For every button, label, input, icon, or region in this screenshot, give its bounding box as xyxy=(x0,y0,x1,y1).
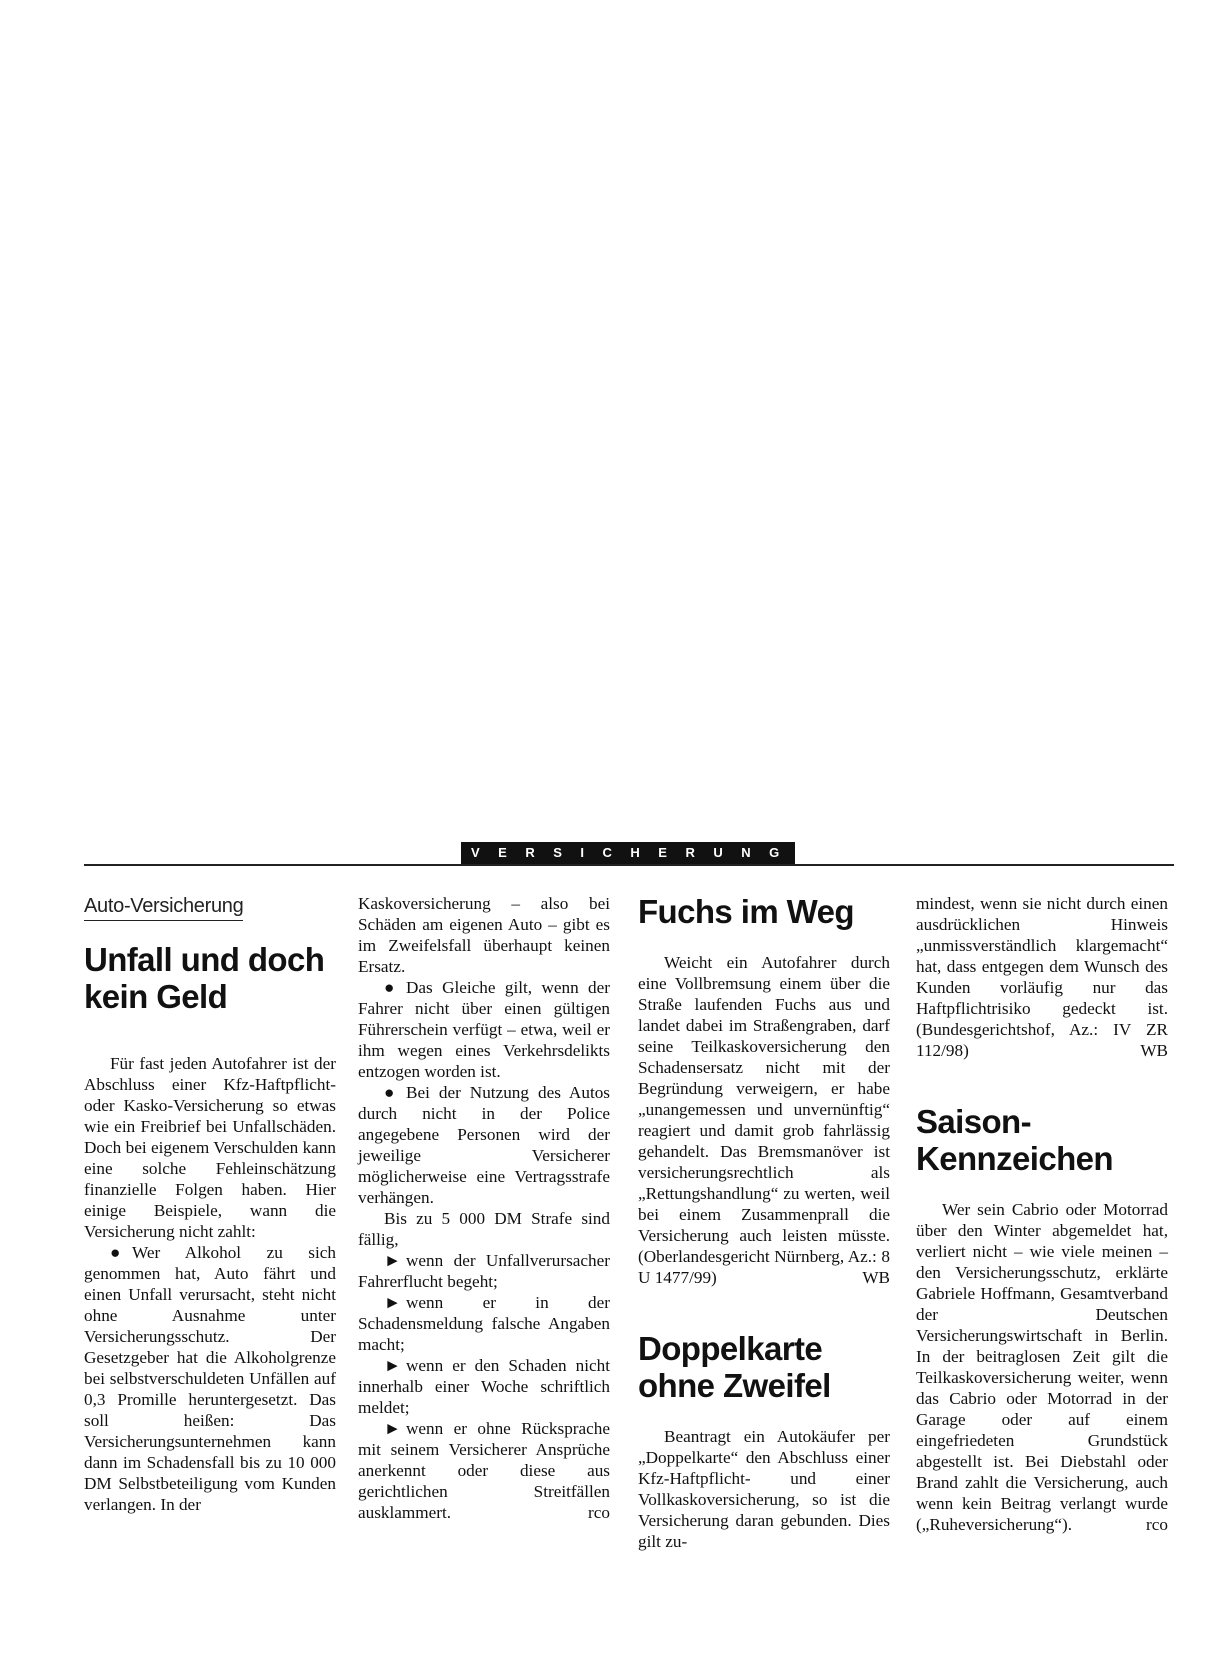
article-column-3 xyxy=(638,893,890,1552)
article-headline: Unfall und doch kein Geld xyxy=(84,941,325,1015)
article-column-4 xyxy=(916,893,1168,1535)
article-continuation: Kaskoversicherung – also bei Schäden am eigenen Auto – gibt es im Zweifelsfall überhaupt keinen Ersatz. xyxy=(358,894,610,976)
article-body-doppelkarte: Beantragt ein Autokäufer per „Doppelkarte“ den Abschluss einer Kfz-Haftpflicht- und einer Vollkaskoversicherung, so ist die Versicherung daran gebunden. Dies gilt zu- xyxy=(638,1427,890,1551)
arrow-right-icon: ► xyxy=(384,1419,402,1438)
author-signature: WB xyxy=(1140,1041,1168,1060)
arrow-text: wenn er in der Schadensmeldung falsche Angaben macht; xyxy=(358,1293,610,1354)
article-headline-doppelkarte: Doppelkarte ohne Zweifel xyxy=(638,1330,831,1404)
bullet-text: Das Gleiche gilt, wenn der Fahrer nicht über einen gültigen Führerschein verfügt – etwa, weil er ihm wegen eines Verkehrsdelikts entzogen worden ist. xyxy=(358,978,610,1081)
arrow-text: wenn er den Schaden nicht innerhalb einer Woche schriftlich meldet; xyxy=(358,1356,610,1417)
section-rule xyxy=(84,864,1174,866)
arrow-item xyxy=(358,1418,610,1523)
bullet-item-persons xyxy=(358,1082,610,1208)
arrow-item xyxy=(358,1292,610,1355)
bullet-text: Wer Alkohol zu sich genommen hat, Auto fährt und einen Unfall verursacht, steht nicht ohne Ausnahme unter Versicherungsschutz. Der Gesetzgeber hat die Alkoholgrenze bei selbstverschuldeten Unfällen auf 0,3 Promille heruntergesetzt. Das soll heißen: Das Versicherungsunternehmen kann dann im Schadensfall bis zu 10 000 DM Selbstbeteiligung vom Kunden verlangen. In der xyxy=(84,1243,336,1514)
article-body-fuchs xyxy=(638,952,890,1288)
bullet-icon: ● xyxy=(384,1083,395,1102)
author-signature: WB xyxy=(862,1268,890,1287)
arrow-text: wenn der Unfallverursacher Fahrerflucht begeht; xyxy=(358,1251,610,1291)
article-headline-fuchs: Fuchs im Weg xyxy=(638,893,854,930)
arrow-item xyxy=(358,1355,610,1418)
bullet-icon: ● xyxy=(384,978,395,997)
arrow-right-icon: ► xyxy=(384,1356,402,1375)
article-body-saison xyxy=(916,1199,1168,1535)
author-signature: rco xyxy=(1146,1515,1168,1534)
author-signature: rco xyxy=(588,1503,610,1522)
article-text: mindest, wenn sie nicht durch einen ausdrücklichen Hinweis „unmissverständlich klargemacht“ hat, dass entgegen dem Wunsch des Kunden vorläufig nur das Haftpflichtrisiko gedeckt ist. (Bundesgerichtshof, Az.: IV ZR 112/98) xyxy=(916,894,1168,1060)
penalty-intro: Bis zu 5 000 DM Strafe sind fällig, xyxy=(358,1209,610,1249)
article-continuation xyxy=(916,893,1168,1061)
article-text: Weicht ein Autofahrer durch eine Vollbremsung einem über die Straße laufenden Fuchs aus und landet dabei im Straßengraben, darf seine Teilkaskoversicherung den Schadensersatz nicht mit der Begründung verweigern, er habe „unangemessen und unvernünftig“ reagiert und damit grob fahrlässig gehandelt. Das Bremsmanöver ist versicherungsrechtlich als „Rettungshandlung“ zu werten, weil bei einem Zusammenprall die Versicherung auch leisten müsste. (Oberlandesgericht Nürnberg, Az.: 8 U 1477/99) xyxy=(638,953,890,1287)
bullet-text: Bei der Nutzung des Autos durch nicht in der Police angegebene Personen wird der jeweilige Versicherer möglicherweise eine Vertragsstrafe verhängen. xyxy=(358,1083,610,1207)
arrow-right-icon: ► xyxy=(384,1293,402,1312)
article-kicker: Auto-Versicherung xyxy=(84,893,243,921)
article-intro: Für fast jeden Autofahrer ist der Abschluss einer Kfz-Haftpflicht- oder Kasko-Versicherung so etwas wie ein Freibrief bei Unfallschäden. Doch bei eigenem Verschulden kann eine solche Fehleinschätzung finanzielle Folgen haben. Hier einige Beispiele, wann die Versicherung nicht zahlt: xyxy=(84,1054,336,1241)
bullet-icon: ● xyxy=(110,1243,121,1262)
arrow-right-icon: ► xyxy=(384,1251,402,1270)
article-column-2 xyxy=(358,893,610,1523)
article-headline-saison: Saison-Kennzeichen xyxy=(916,1103,1113,1177)
arrow-text: wenn er ohne Rücksprache mit seinem Versicherer Ansprüche anerkennt oder diese aus gerichtlichen Streitfällen ausklammert. xyxy=(358,1419,610,1522)
article-column-1 xyxy=(84,893,336,1515)
bullet-item-alcohol xyxy=(84,1242,336,1515)
article-text: Wer sein Cabrio oder Motorrad über den Winter abgemeldet hat, verliert nicht – wie viele meinen – den Versicherungsschutz, erklärte Gabriele Hoffmann, Gesamtverband der Deutschen Versicherungswirtschaft in Berlin. In der beitraglosen Zeit gilt die Teilkaskoversicherung weiter, wenn das Cabrio oder Motorrad in der Garage oder auf einem eingefriedeten Grundstück abgestellt ist. Bei Diebstahl oder Brand zahlt die Versicherung, auch wenn kein Beitrag verlangt wurde („Ruheversicherung“). xyxy=(916,1200,1168,1534)
arrow-item xyxy=(358,1250,610,1292)
bullet-item-license xyxy=(358,977,610,1082)
section-label: VERSICHERUNGEN xyxy=(461,842,795,864)
